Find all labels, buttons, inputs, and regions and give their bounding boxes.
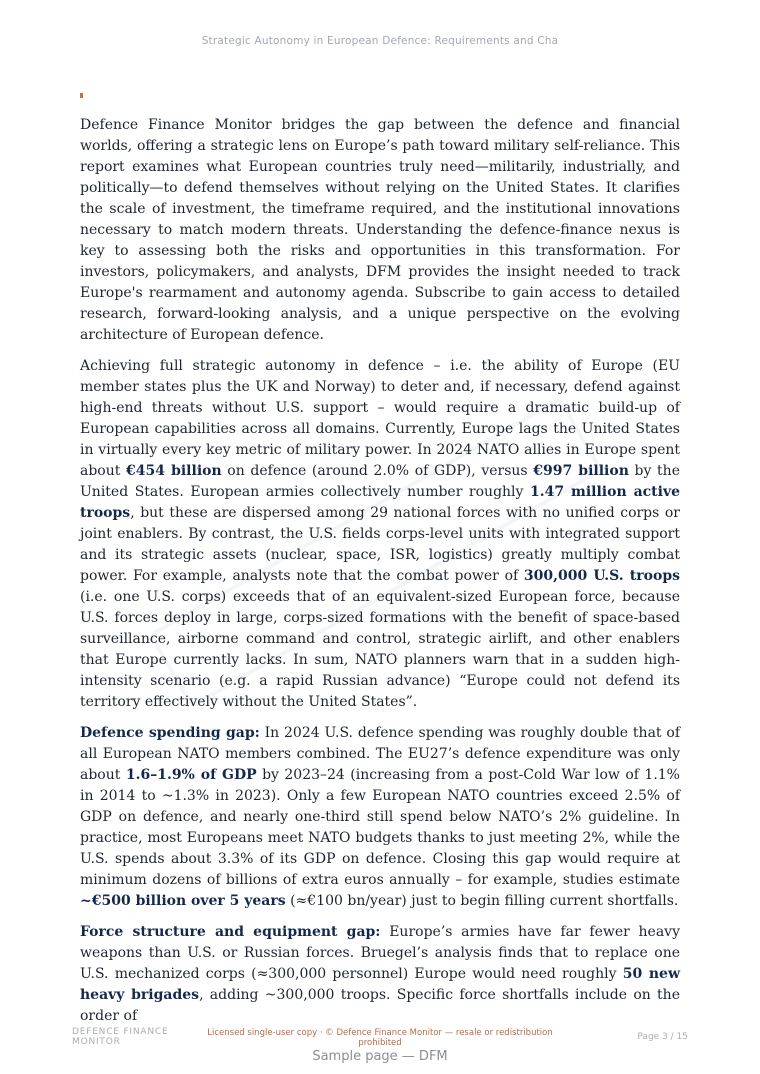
highlight-us-spending: €997 billion [533,463,629,479]
highlight-european-spending: €454 billion [126,463,222,479]
page-number: Page 3 / 15 [637,1032,688,1042]
accent-mark [80,93,83,98]
highlight-active-troops: 1.47 million active troops [80,484,680,521]
running-header: Strategic Autonomy in European Defence: Requirements and Cha [201,35,559,47]
force-structure-paragraph: Force structure and equipment gap: Europe’s armies have far fewer heavy weapons than U.S. or Russian forces. Bruegel’s analysis finds that to replace one U.S. mechanized corps (≈300,000 personnel) Europe would need roughly 50 new heavy brigades, adding ~300,000 troops. Specific force shortfalls include on the order of [80,924,680,1024]
document-body [80,115,680,1037]
sample-page-label: Sample page — DFM [312,1049,448,1064]
intro-paragraph: Defence Finance Monitor bridges the gap between the defence and financial worlds, offering a strategic lens on Europe’s path toward military self-reliance. This report examines what European countries truly need—militarily, industrially, and politically—to defend themselves without relying on the United States. It clarifies the scale of investment, the timeframe required, and the institutional innovations necessary to match modern threats. Understanding the defence-finance nexus is key to assessing both the risks and opportunities in this transformation. For investors, policymakers, and analysts, DFM provides the insight needed to track Europe's rearmament and autonomy agenda. Subscribe to gain access to detailed research, forward-looking analysis, and a unique perspective on the evolving architecture of European defence. [80,117,680,343]
spending-gap-paragraph: Defence spending gap: In 2024 U.S. defence spending was roughly double that of all European NATO members combined. The EU27’s defence expenditure was only about 1.6–1.9% of GDP by 2023–24 (increasing from a post-Cold War low of 1.1% in 2014 to ~1.3% in 2023). Only a few European NATO countries exceed 2.5% of GDP on defence, and nearly one-third still spend below NATO’s 2% guideline. In practice, most Europeans meet NATO budgets thanks to just meeting 2%, while the U.S. spends about 3.3% of its GDP on defence. Closing this gap would require at minimum dozens of billions of extra euros annually – for example, studies estimate ~€500 billion over 5 years (≈€100 bn/year) just to begin filling current shortfalls. [80,725,680,909]
force-structure-heading: Force structure and equipment gap: [80,924,381,940]
footer-publisher: DEFENCE FINANCE MONITOR [72,1027,169,1047]
highlight-funding-estimate: ~€500 billion over 5 years [80,893,286,909]
autonomy-paragraph: Achieving full strategic autonomy in defence – i.e. the ability of Europe (EU member states plus the UK and Norway) to deter and, if necessary, defend against high-end threats without U.S. support – would require a dramatic build-up of European capabilities across all domains. Currently, Europe lags the United States in virtually every key metric of military power. In 2024 NATO allies in Europe spent about €454 billion on defence (around 2.0% of GDP), versus €997 billion by the United States. European armies collectively number roughly 1.47 million active troops, but these are dispersed among 29 national forces with no unified corps or joint enablers. By contrast, the U.S. fields corps-level units with integrated support and its strategic assets (nuclear, space, ISR, logistics) greatly multiply combat power. For example, analysts note that the combat power of 300,000 U.S. troops (i.e. one U.S. corps) exceeds that of an equivalent-sized European force, because U.S. forces deploy in large, corps-sized formations with the benefit of space-based surveillance, airborne command and control, strategic airlift, and other enablers that Europe currently lacks. In sum, NATO planners warn that in a sudden high-intensity scenario (e.g. a rapid Russian advance) “Europe could not defend its territory effectively without the United States”. [80,358,680,710]
highlight-us-troops: 300,000 U.S. troops [523,568,680,584]
spending-gap-heading: Defence spending gap: [80,725,260,741]
footer-license-notice: Licensed single-user copy · © Defence Finance Monitor — resale or redistribution prohibited [207,1028,553,1048]
highlight-gdp-share: 1.6–1.9% of GDP [125,767,257,783]
highlight-heavy-brigades: 50 new heavy brigades [80,966,680,1003]
